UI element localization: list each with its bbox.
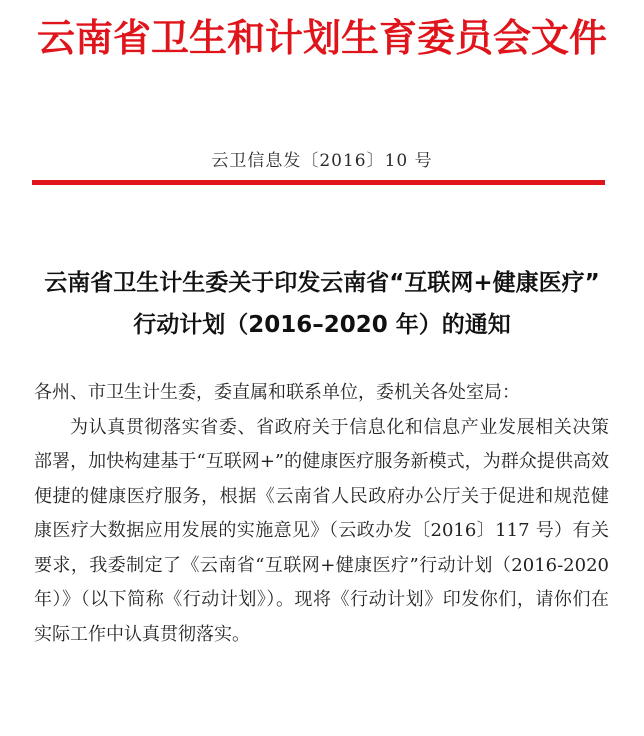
red-divider-line xyxy=(32,180,605,185)
document-number: 云卫信息发〔2016〕10 号 xyxy=(211,151,433,171)
document-title-line-2: 行动计划（2016–2020 年）的通知 xyxy=(133,312,511,338)
salutation: 各州、市卫生计生委，委直属和联系单位，委机关各处室局： xyxy=(34,382,520,403)
document-header-title: 云南省卫生和计划生育委员会文件 xyxy=(36,16,607,60)
document-title-line-1: 云南省卫生计生委关于印发云南省“互联网+健康医疗” xyxy=(44,270,600,296)
body-paragraph: 为认真贯彻落实省委、省政府关于信息化和信息产业发展相关决策部署，加快构建基于“互联网+”的健康医疗服务新模式，为群众提供高效便捷的健康医疗服务，根据《云南省人民政府办公厅关于促进和规范健康医疗大数据应用发展的实施意见》（云政办发〔2016〕117 号）有关要求，我委制定了《云南省“互联网+健康医疗”行动计划（2016-2020 年）》（以下简称《行动计划》）。现将《行动计划》印发你们，请你们在实际工作中认真贯彻落实。 xyxy=(34,416,609,645)
document-title xyxy=(0,262,644,346)
document-body xyxy=(34,376,609,652)
